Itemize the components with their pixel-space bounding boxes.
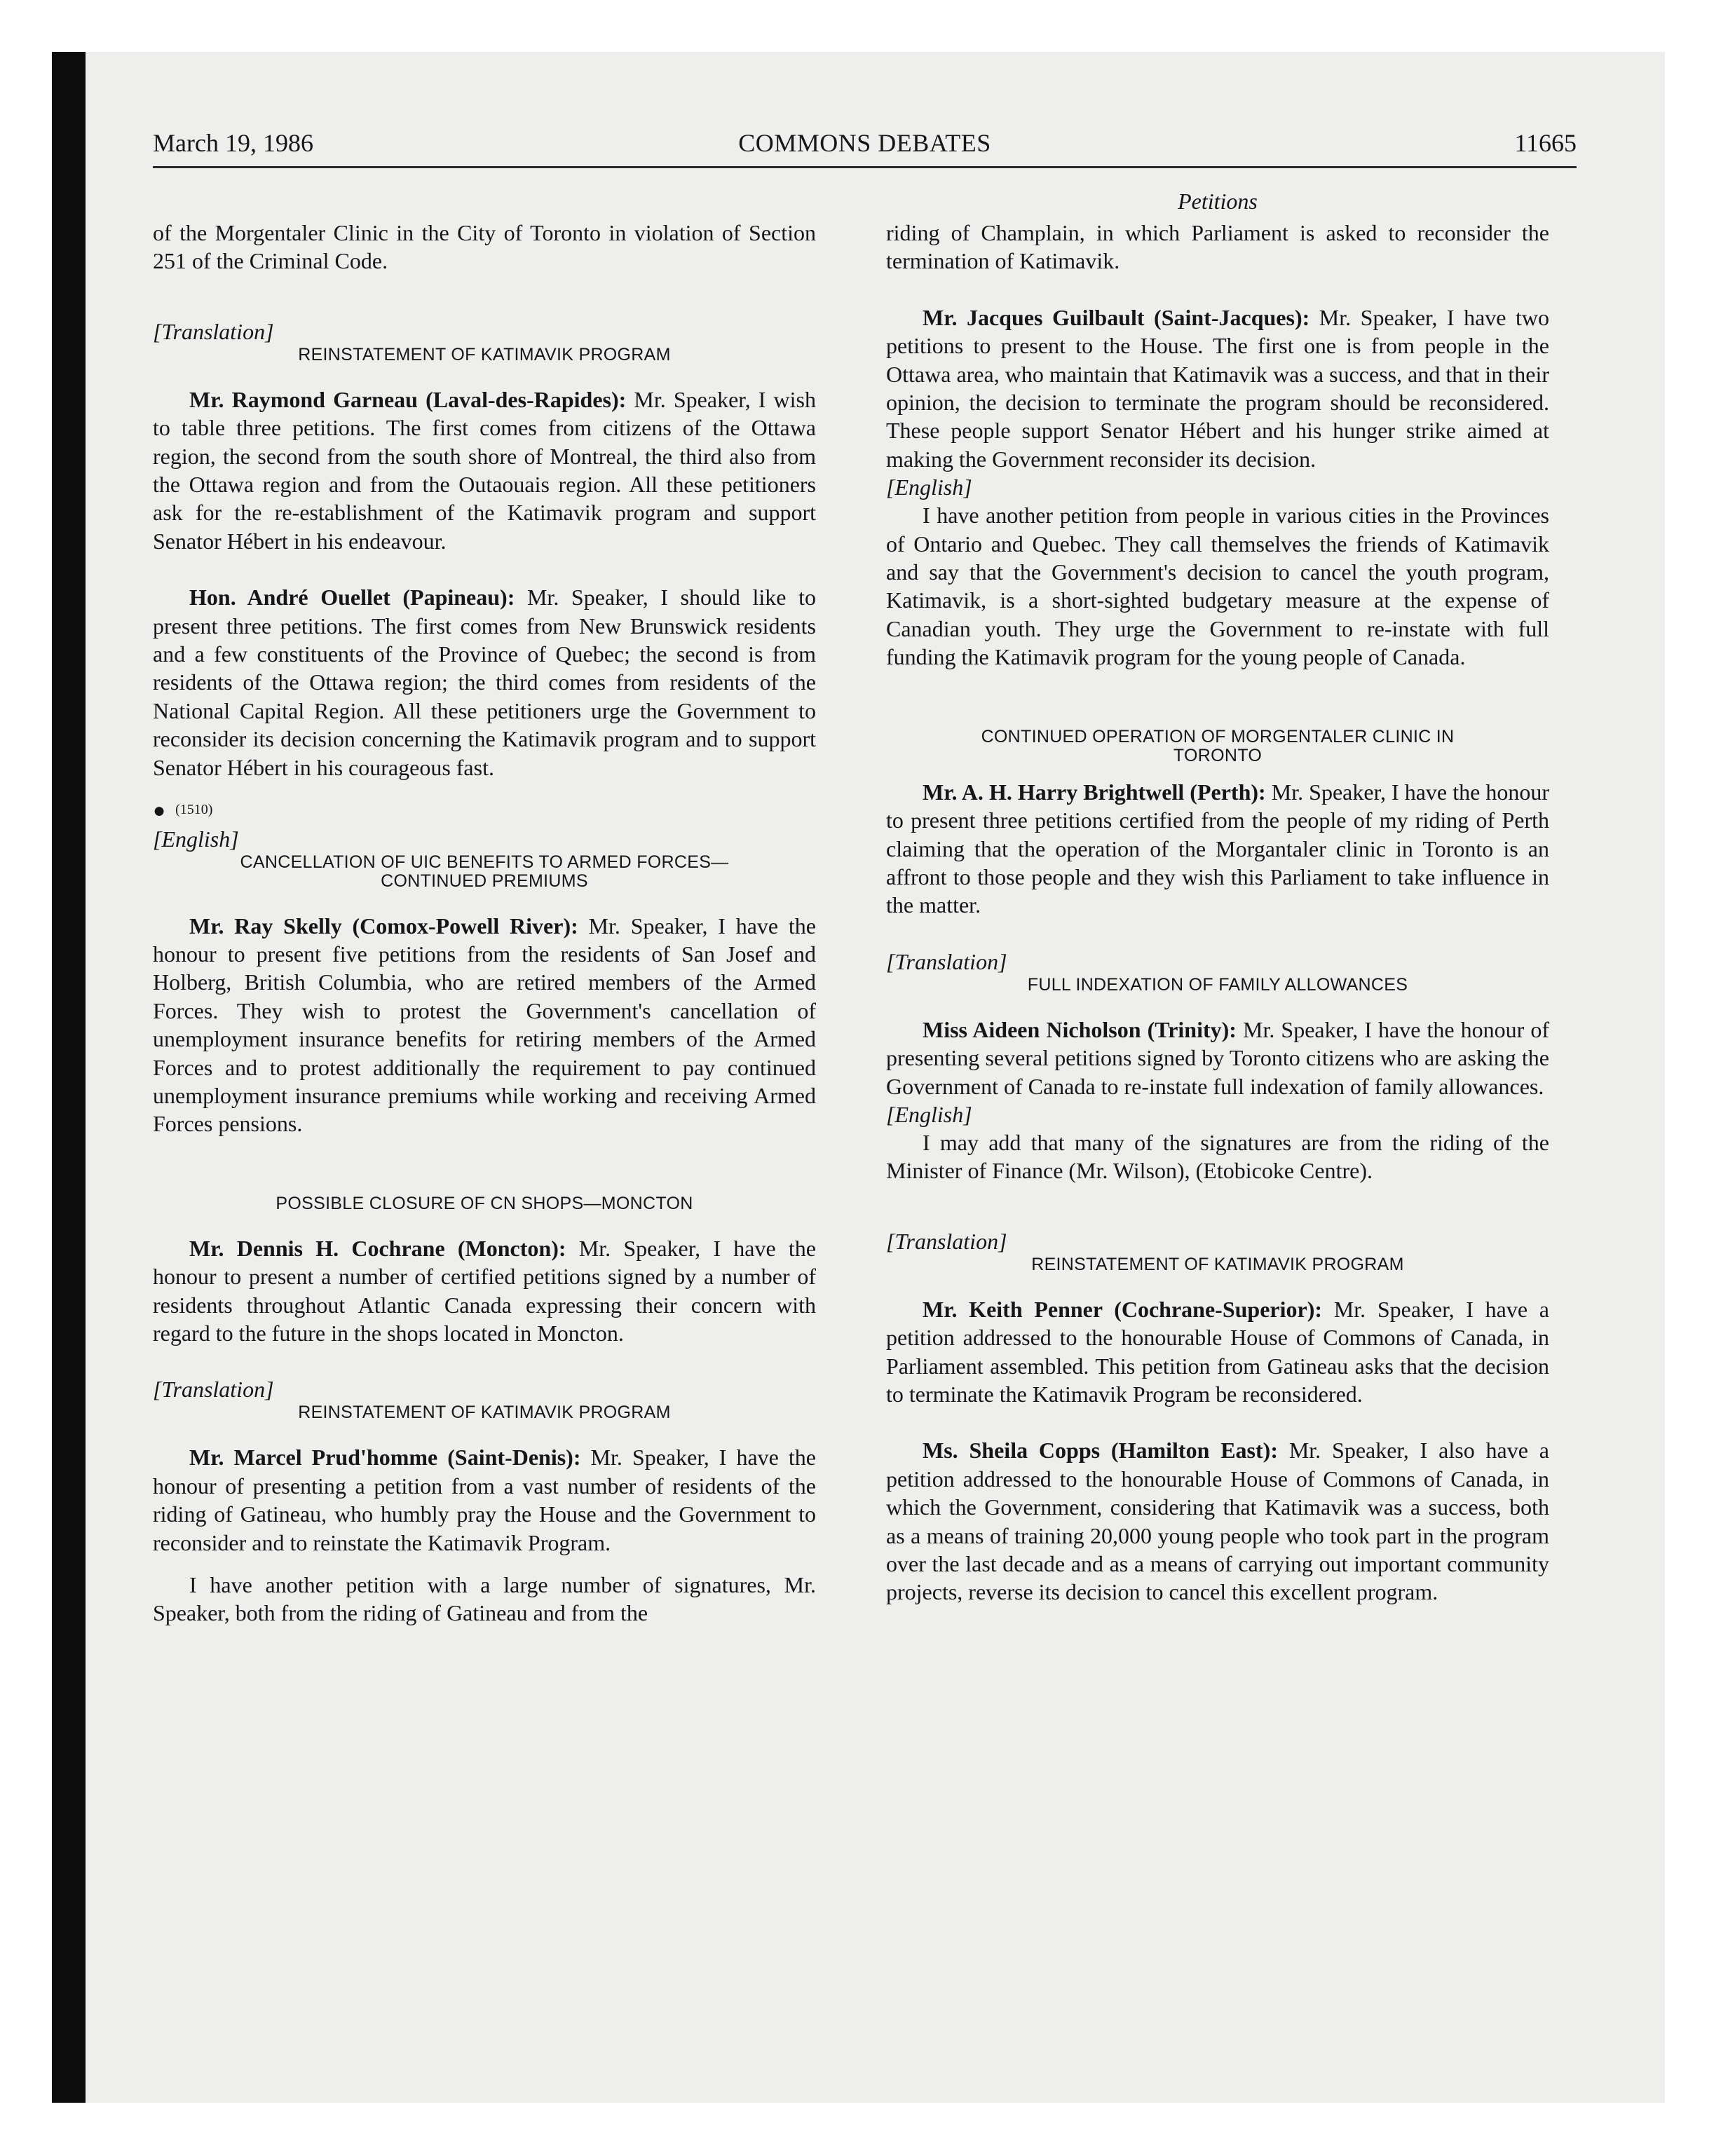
scan-border	[52, 52, 86, 2103]
header-date: March 19, 1986	[153, 129, 313, 157]
speech	[153, 583, 816, 782]
bullet-icon: ●	[153, 798, 166, 822]
paragraph: I may add that many of the signatures are from the riding of the Minister of Finance (Mr. Wilson), (Etobicoke Centre).	[886, 1129, 1549, 1184]
speech	[153, 1234, 816, 1348]
running-header	[153, 126, 1577, 160]
right-column	[886, 184, 1549, 1936]
section-heading: REINSTATEMENT OF KATIMAVIK PROGRAM	[1031, 1254, 1404, 1274]
speaker-name: Mr. A. H. Harry Brightwell (Perth):	[923, 779, 1266, 805]
time-marker	[153, 796, 816, 824]
speech-text: Mr. Speaker, I also have a petition addressed to the honourable House of Commons of Canada, in which the Government, considering that Katimavik was a success, both as a means of training 20,000 young people who took part in the program over the last decade and as a means of carrying out important community projects, reverse its decision to cancel this excellent program.	[886, 1438, 1549, 1605]
section-heading: POSSIBLE CLOSURE OF CN SHOPS—MONCTON	[275, 1193, 693, 1213]
paragraph: of the Morgentaler Clinic in the City of Toronto in violation of Section 251 of the Criminal Code.	[153, 220, 816, 274]
speech-text: Mr. Speaker, I have the honour to present five petitions from the residents of San Josef and Holberg, British Columbia, who are retired members of the Armed Forces. They wish to protest the Government's cancellation of unemployment insurance benefits for retiring members of the Armed Forces and to protest additionally the requirement to pay continued unemployment insurance premiums while working and receiving Armed Forces pensions.	[153, 913, 816, 1137]
speech	[153, 912, 816, 1138]
speaker-name: Mr. Dennis H. Cochrane (Moncton):	[189, 1235, 566, 1261]
language-label: [Translation]	[153, 318, 274, 344]
speaker-name: Mr. Keith Penner (Cochrane-Superior):	[923, 1296, 1323, 1322]
section-heading: FULL INDEXATION OF FAMILY ALLOWANCES	[1027, 974, 1408, 995]
language-label: [Translation]	[886, 1228, 1007, 1254]
speech-text: Mr. Speaker, I have a petition addressed to the honourable House of Commons of Canada, in Parliament assembled. This petition from Gatineau asks that the decision to terminate the Katimavik Program be reconsidered.	[886, 1296, 1549, 1407]
speaker-name: Mr. Jacques Guilbault (Saint-Jacques):	[923, 304, 1310, 330]
speaker-name: Ms. Sheila Copps (Hamilton East):	[923, 1438, 1278, 1464]
speaker-name: Miss Aideen Nicholson (Trinity):	[923, 1016, 1237, 1042]
speech	[886, 303, 1549, 473]
speech-text: Mr. Speaker, I have the honour of presenting a petition from a vast number of residents of the riding of Gatineau, who humbly pray the House and the Government to reconsider and to reinstate the Katimavik Program.	[153, 1445, 816, 1555]
speech-text: Mr. Speaker, I have the honour to present three petitions certified from the people of my riding of Perth claiming that the operation of the Morgantaler clinic in Toronto is an affront to those people and they wish this Parliament to take influence in the matter.	[886, 779, 1549, 918]
time-stamp: (1510)	[175, 802, 213, 818]
header-title: COMMONS DEBATES	[738, 129, 991, 157]
paragraph: I have another petition from people in various cities in the Provinces of Ontario and Quebec. They call themselves the friends of Katimavik and say that the Government's decision to cancel the youth program, Katimavik, is a short-sighted budgetary measure at the expense of Canadian youth. They urge the Government to re-instate with full funding the Katimavik program for the young people of Canada.	[886, 503, 1549, 670]
language-label: [English]	[153, 826, 239, 852]
speaker-name: Hon. André Ouellet (Papineau):	[189, 585, 515, 610]
section-heading: REINSTATEMENT OF KATIMAVIK PROGRAM	[298, 1403, 671, 1423]
paragraph: I have another petition with a large number of signatures, Mr. Speaker, both from the riding of Gatineau and from the	[153, 1572, 816, 1626]
speech-text: Mr. Speaker, I wish to table three petitions. The first comes from citizens of the Ottawa region, the second from the south shore of Montreal, the third also from the Ottawa region and from the Outaouais region. All these petitioners ask for the re-establishment of the Katimavik program and support Senator Hébert in his endeavour.	[153, 386, 816, 554]
speech	[886, 1295, 1549, 1409]
speaker-name: Mr. Marcel Prud'homme (Saint-Denis):	[189, 1445, 581, 1471]
speech	[886, 778, 1549, 920]
speech-text: Mr. Speaker, I have the honour to present a number of certified petitions signed by a number of residents throughout Atlantic Canada expressing their concern with regard to the future in the shops located in Moncton.	[153, 1235, 816, 1346]
speech-text: Mr. Speaker, I have the honour of presenting several petitions signed by Toronto citizens who are asking the Government of Canada to re-instate full indexation of family allowances.	[886, 1016, 1549, 1099]
speech	[886, 1436, 1549, 1606]
language-label: [Translation]	[886, 948, 1007, 974]
speech-text: Mr. Speaker, I should like to present three petitions. The first comes from New Brunswick residents and a few constituents of the Province of Quebec; the second is from residents of the Ottawa region; the third comes from residents of the National Capital Region. All these petitioners urge the Government to reconsider its decision concerning the Katimavik program and to support Senator Hébert in his courageous fast.	[153, 585, 816, 780]
speech	[886, 1016, 1549, 1100]
speaker-name: Mr. Ray Skelly (Comox-Powell River):	[189, 913, 578, 939]
section-heading: CONTINUED OPERATION OF MORGENTALER CLINIC IN	[981, 726, 1455, 746]
left-column	[153, 184, 816, 1936]
speech	[153, 386, 816, 555]
section-rubric: Petitions	[1178, 189, 1258, 214]
section-heading-cont: CONTINUED PREMIUMS	[381, 871, 588, 891]
section-heading-cont: TORONTO	[1173, 745, 1263, 765]
section-heading: REINSTATEMENT OF KATIMAVIK PROGRAM	[298, 344, 671, 364]
header-rule	[153, 166, 1577, 168]
speaker-name: Mr. Raymond Garneau (Laval-des-Rapides):	[189, 386, 627, 412]
paragraph: riding of Champlain, in which Parliament is asked to reconsider the termination of Katimavik.	[886, 220, 1549, 274]
language-label: [Translation]	[153, 1377, 274, 1403]
speech	[153, 1443, 816, 1557]
page-number: 11665	[1514, 129, 1577, 157]
section-heading: CANCELLATION OF UIC BENEFITS TO ARMED FORCES—	[240, 852, 729, 872]
speech-text: Mr. Speaker, I have two petitions to present to the House. The first one is from people in the Ottawa area, who maintain that Katimavik was a success, and that in their opinion, the decision to terminate the program should be reconsidered. These people support Senator Hébert and his hunger strike aimed at making the Government reconsider its decision.	[886, 304, 1549, 472]
language-label: [English]	[886, 1101, 972, 1127]
language-label: [English]	[886, 475, 972, 500]
